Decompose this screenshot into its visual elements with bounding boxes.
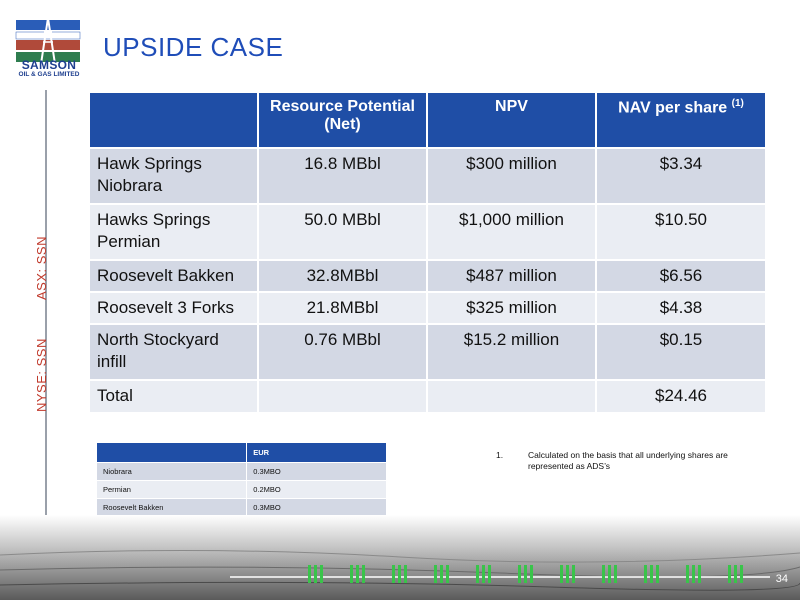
row-npv: $487 million — [427, 260, 596, 292]
row-nav: $3.34 — [596, 148, 765, 204]
eur-row-name: Permian — [97, 480, 247, 498]
row-resource: 50.0 MBbl — [258, 204, 427, 260]
footnote — [496, 450, 736, 472]
eur-header-eur: EUR — [247, 443, 387, 462]
header-resource-potential: Resource Potential (Net) — [258, 93, 427, 148]
row-npv: $300 million — [427, 148, 596, 204]
row-resource: 21.8MBbl — [258, 292, 427, 324]
page-number: 34 — [775, 573, 788, 585]
nyse-ticker-label: NYSE: SSN — [34, 338, 49, 412]
table-row — [90, 204, 765, 260]
row-nav: $10.50 — [596, 204, 765, 260]
side-pipe-line-icon — [24, 90, 94, 570]
upside-case-table — [90, 93, 765, 412]
geology-strip-icon — [0, 515, 800, 600]
footnote-text: Calculated on the basis that all underlying shares are represented as ADS’s — [528, 450, 728, 471]
eur-row-value: 0.2MBO — [247, 480, 387, 498]
row-asset-name: Roosevelt Bakken — [90, 260, 258, 292]
table-row — [90, 148, 765, 204]
footnote-number: 1. — [496, 450, 504, 460]
row-npv: $325 million — [427, 292, 596, 324]
row-asset-name: Roosevelt 3 Forks — [90, 292, 258, 324]
asx-ticker-label: ASX: SSN — [34, 236, 49, 300]
logo-subtitle: OIL & GAS LIMITED — [18, 71, 80, 78]
row-resource — [258, 380, 427, 412]
header-nav-per-share: NAV per share $^{(1)}$ — [596, 93, 765, 148]
row-resource: 32.8MBbl — [258, 260, 427, 292]
row-asset-name: North Stockyard infill — [90, 324, 258, 380]
header-blank — [90, 93, 258, 148]
eur-row-value: 0.3MBO — [247, 462, 387, 480]
eur-row-name: Niobrara — [97, 462, 247, 480]
logo-name: SAMSON — [21, 58, 77, 72]
row-asset-name: Hawks Springs Permian — [90, 204, 258, 260]
eur-header-row — [97, 443, 387, 462]
row-asset-name: Hawk Springs Niobrara — [90, 148, 258, 204]
row-asset-name: Total — [90, 380, 258, 412]
row-npv: $1,000 million — [427, 204, 596, 260]
table-row — [97, 498, 387, 516]
footnote-marker: (1) — [731, 98, 744, 109]
row-resource: 16.8 MBbl — [258, 148, 427, 204]
row-nav: $4.38 — [596, 292, 765, 324]
row-nav: $0.15 — [596, 324, 765, 380]
table-row — [90, 292, 765, 324]
table-row — [97, 462, 387, 480]
row-nav: $24.46 — [596, 380, 765, 412]
header-npv: NPV — [427, 93, 596, 148]
table-row — [97, 480, 387, 498]
table-row — [90, 324, 765, 380]
page-title: UPSIDE CASE — [103, 32, 284, 62]
eur-header-blank — [97, 443, 247, 462]
table-row-total — [90, 380, 765, 412]
table-row — [90, 260, 765, 292]
row-resource: 0.76 MBbl — [258, 324, 427, 380]
row-npv: $15.2 million — [427, 324, 596, 380]
eur-row-value: 0.3MBO — [247, 498, 387, 516]
table-header-row — [90, 93, 765, 148]
row-nav: $6.56 — [596, 260, 765, 292]
eur-row-name: Roosevelt Bakken — [97, 498, 247, 516]
row-npv — [427, 380, 596, 412]
